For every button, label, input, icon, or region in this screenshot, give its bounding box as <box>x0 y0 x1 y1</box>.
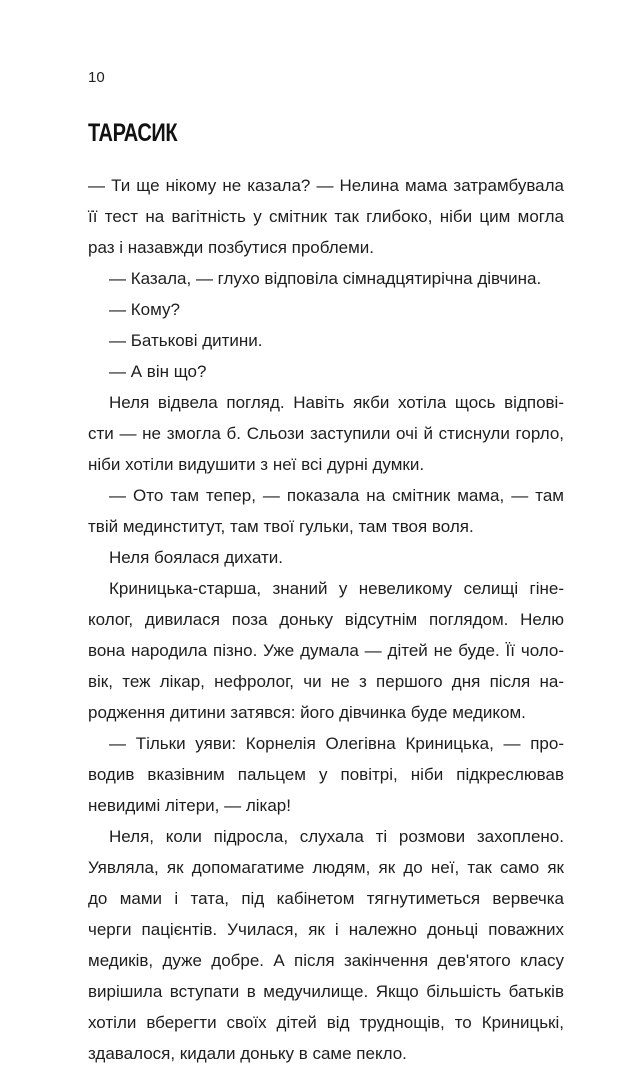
text-line: — Батькові дитини. <box>109 331 263 350</box>
text-line: — Ото там тепер, — показала на смітник мама, — там <box>109 486 564 505</box>
text-line: раз і назавжди позбутися проблеми. <box>88 238 375 257</box>
text-line: — Кому? <box>109 300 180 319</box>
text-line: її тест на вагітність у смітник так глибоко, ніби цим могла <box>88 207 564 226</box>
text-line: — Казала, — глухо відповіла сімнадцятирічна дівчина. <box>109 269 542 288</box>
text-line: медиків, дуже добре. А після закінчення дев'ятого класу <box>88 951 564 970</box>
text-line: черги пацієнтів. Училася, як і належно доньці поважних <box>88 920 564 939</box>
text-line: водив вказівним пальцем у повітрі, ніби підкреслював <box>88 765 564 784</box>
text-line: ніби хотіли видушити з неї всі дурні думки. <box>88 455 425 474</box>
text-line: Криницька-старша, знаний у невеликому селищі гіне- <box>109 579 564 598</box>
text-line: — А він що? <box>109 362 207 381</box>
text-line: — Ти ще нікому не казала? — Нелина мама затрамбувала <box>88 176 564 195</box>
text-line: Неля відвела погляд. Навіть якби хотіла щось відпові- <box>109 393 564 412</box>
text-line: вік, теж лікар, нефролог, чи не з першого дня після на- <box>88 672 564 691</box>
text-line: Неля, коли підросла, слухала ті розмови захоплено. <box>109 827 564 846</box>
text-line: хотіли вберегти своїх дітей від труднощів, то Криницькі, <box>88 1013 564 1032</box>
text-line: здавалося, кидали доньку в саме пекло. <box>88 1044 407 1063</box>
text-line: вона народила пізно. Уже думала — дітей не буде. Її чоло- <box>88 641 564 660</box>
text-line: — Тільки уяви: Корнелія Олегівна Криницька, — про- <box>109 734 564 753</box>
page-number: 10 <box>88 69 105 86</box>
text-line: до мами і тата, під кабінетом тягнутиметься вервечка <box>88 889 564 908</box>
text-line: твій мединститут, там твої гульки, там твоя воля. <box>88 517 474 536</box>
text-line: невидимі літери, — лікар! <box>88 796 291 815</box>
chapter-body-text <box>88 170 564 1069</box>
text-line: Неля боялася дихати. <box>109 548 284 567</box>
text-line: Уявляла, як допомагатиме людям, як до неї, так само як <box>88 858 564 877</box>
text-line: сти — не змогла б. Сльози заступили очі й стиснули горло, <box>88 424 564 443</box>
text-line: вирішила вступати в медучилище. Якщо більшість батьків <box>88 982 564 1001</box>
text-line: родження дитини затявся: його дівчинка буде медиком. <box>88 703 526 722</box>
chapter-title: ТАРАСИК <box>88 119 178 147</box>
text-line: колог, дивилася поза доньку відсутнім поглядом. Нелю <box>88 610 564 629</box>
